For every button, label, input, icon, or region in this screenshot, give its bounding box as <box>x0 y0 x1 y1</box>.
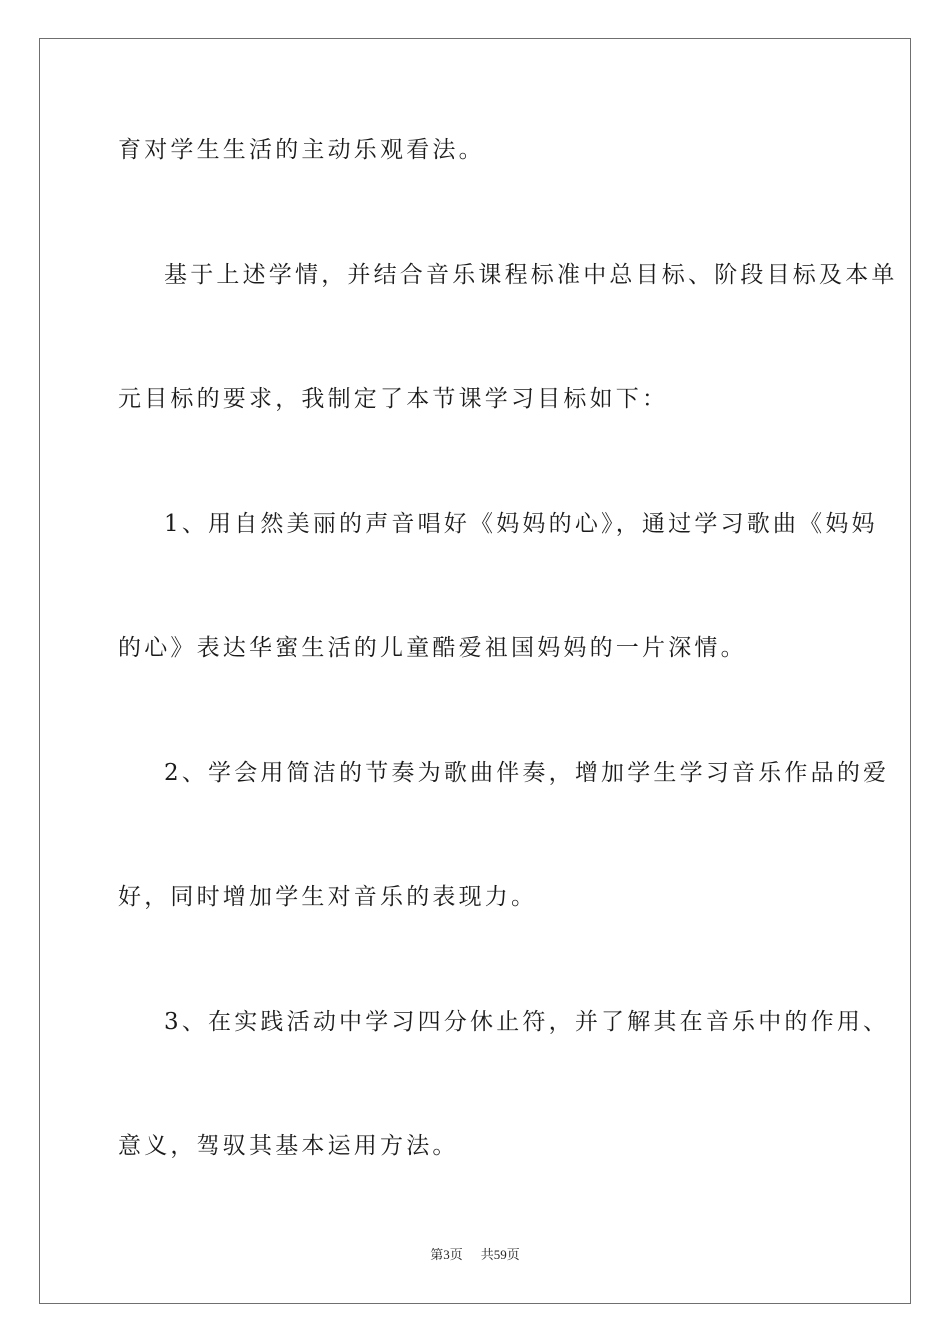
page-total: 共59页 <box>480 1247 520 1262</box>
paragraph-line: 的心》表达华蜜生活的儿童酷爱祖国妈妈的一片深情。 <box>118 635 747 661</box>
paragraph-line: 基于上述学情，并结合音乐课程标准中总目标、阶段目标及本单 <box>164 262 898 288</box>
page-frame <box>39 38 911 1304</box>
paragraph-line: 元目标的要求，我制定了本节课学习目标如下： <box>118 386 669 412</box>
paragraph-line: 育对学生生活的主动乐观看法。 <box>118 137 485 163</box>
paragraph-line: 1、用自然美丽的声音唱好《妈妈的心》，通过学习歌曲《妈妈 <box>164 511 878 537</box>
paragraph-line: 好，同时增加学生对音乐的表现力。 <box>118 884 538 910</box>
paragraph-line: 2、学会用简洁的节奏为歌曲伴奏，增加学生学习音乐作品的爱 <box>164 760 890 786</box>
paragraph-line: 意义，驾驭其基本运用方法。 <box>118 1133 459 1159</box>
page-number: 第3页 <box>430 1247 463 1262</box>
paragraph-line: 3、在实践活动中学习四分休止符，并了解其在音乐中的作用、 <box>164 1009 890 1035</box>
page-footer <box>0 1246 950 1264</box>
